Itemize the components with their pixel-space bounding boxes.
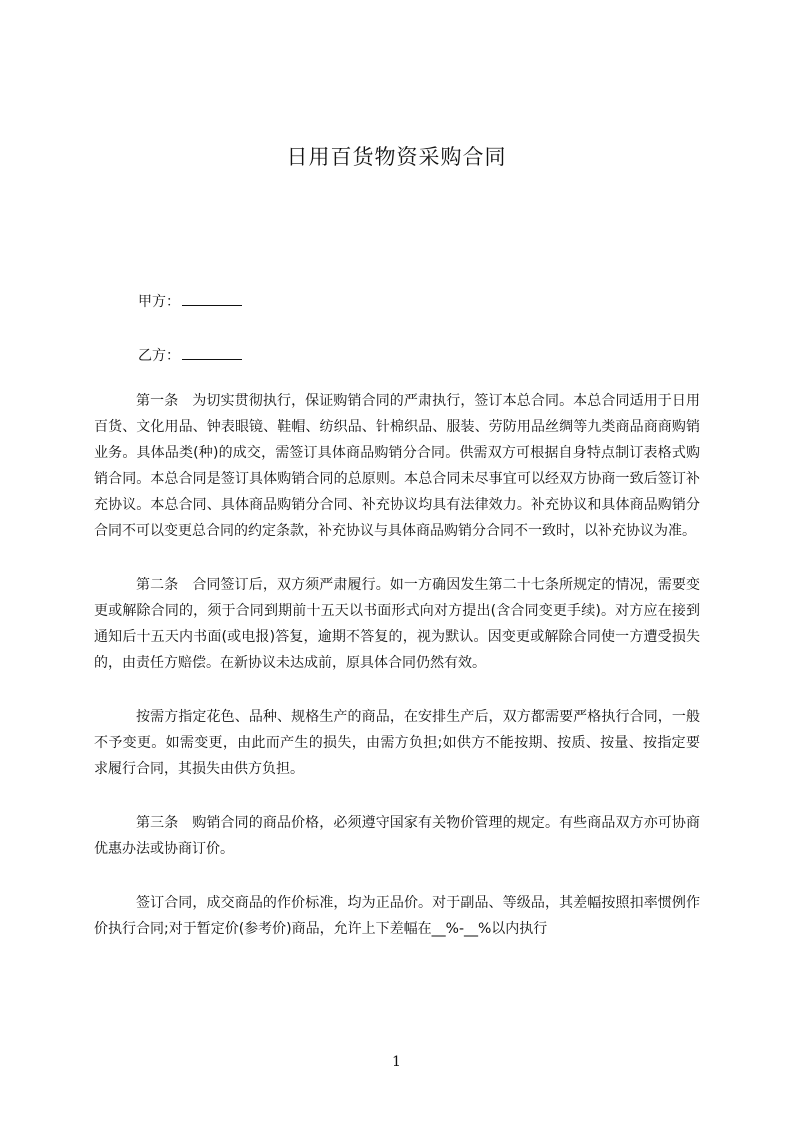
article-3-supplement-paragraph: [94, 890, 700, 942]
article-3-lead: 第三条: [136, 815, 179, 831]
article-3-text: 购销合同的商品价格，必须遵守国家有关物价管理的规定。有些商品双方亦可协商优惠办法或协商订价。: [94, 815, 701, 857]
party-b-line: [138, 345, 242, 366]
article-3-paragraph: [94, 810, 700, 862]
document-title: 日用百货物资采购合同: [286, 145, 507, 169]
article-2-lead: 第二条: [136, 577, 179, 593]
article-2-text: 合同签订后，双方须严肃履行。如一方确因发生第二十七条所规定的情况，需要变更或解除合同的，须于合同到期前十五天以书面形式向对方提出(含合同变更手续)。对方应在接到通知后十五天内书面(或电报)答复，逾期不答复的，视为默认。因变更或解除合同使一方遭受损失的，由责任方赔偿。在新协议未达成前，原具体合同仍然有效。: [94, 577, 701, 671]
article-2-paragraph: [94, 572, 700, 676]
party-a-blank: [182, 291, 242, 306]
article-2-supplement-paragraph: [94, 704, 700, 782]
article-1-paragraph: [94, 388, 700, 544]
contract-body: [94, 388, 700, 970]
party-b-blank: [182, 345, 242, 360]
party-a-line: [138, 291, 242, 312]
page-number: 1: [392, 1054, 401, 1070]
party-a-label: 甲方：: [138, 294, 180, 310]
party-b-label: 乙方：: [138, 348, 180, 364]
article-1-lead: 第一条: [136, 393, 179, 409]
article-2-supplement-text: 按需方指定花色、品种、规格生产的商品，在安排生产后，双方都需要严格执行合同，一般不予变更。如需变更，由此而产生的损失，由需方负担;如供方不能按期、按质、按量、按指定要求履行合同，其损失由供方负担。: [94, 709, 700, 777]
article-3-supplement-text: 签订合同，成交商品的作价标准，均为正品价。对于副品、等级品，其差幅按照扣率惯例作价执行合同;对于暂定价(参考价)商品，允许上下差幅在__%-__%以内执行: [94, 895, 700, 937]
article-1-text: 为切实贯彻执行，保证购销合同的严肃执行，签订本总合同。本总合同适用于日用百货、文化用品、钟表眼镜、鞋帽、纺织品、针棉织品、服装、劳防用品丝绸等九类商品商商购销业务。具体品类(种)的成交，需签订具体商品购销分合同。供需双方可根据自身特点制订表格式购销合同。本总合同是签订具体购销合同的总原则。本总合同未尽事宜可以经双方协商一致后签订补充协议。本总合同、具体商品购销分合同、补充协议均具有法律效力。补充协议和具体商品购销分合同不可以变更总合同的约定条款，补充协议与具体商品购销分合同不一致时，以补充协议为准。: [94, 393, 701, 539]
